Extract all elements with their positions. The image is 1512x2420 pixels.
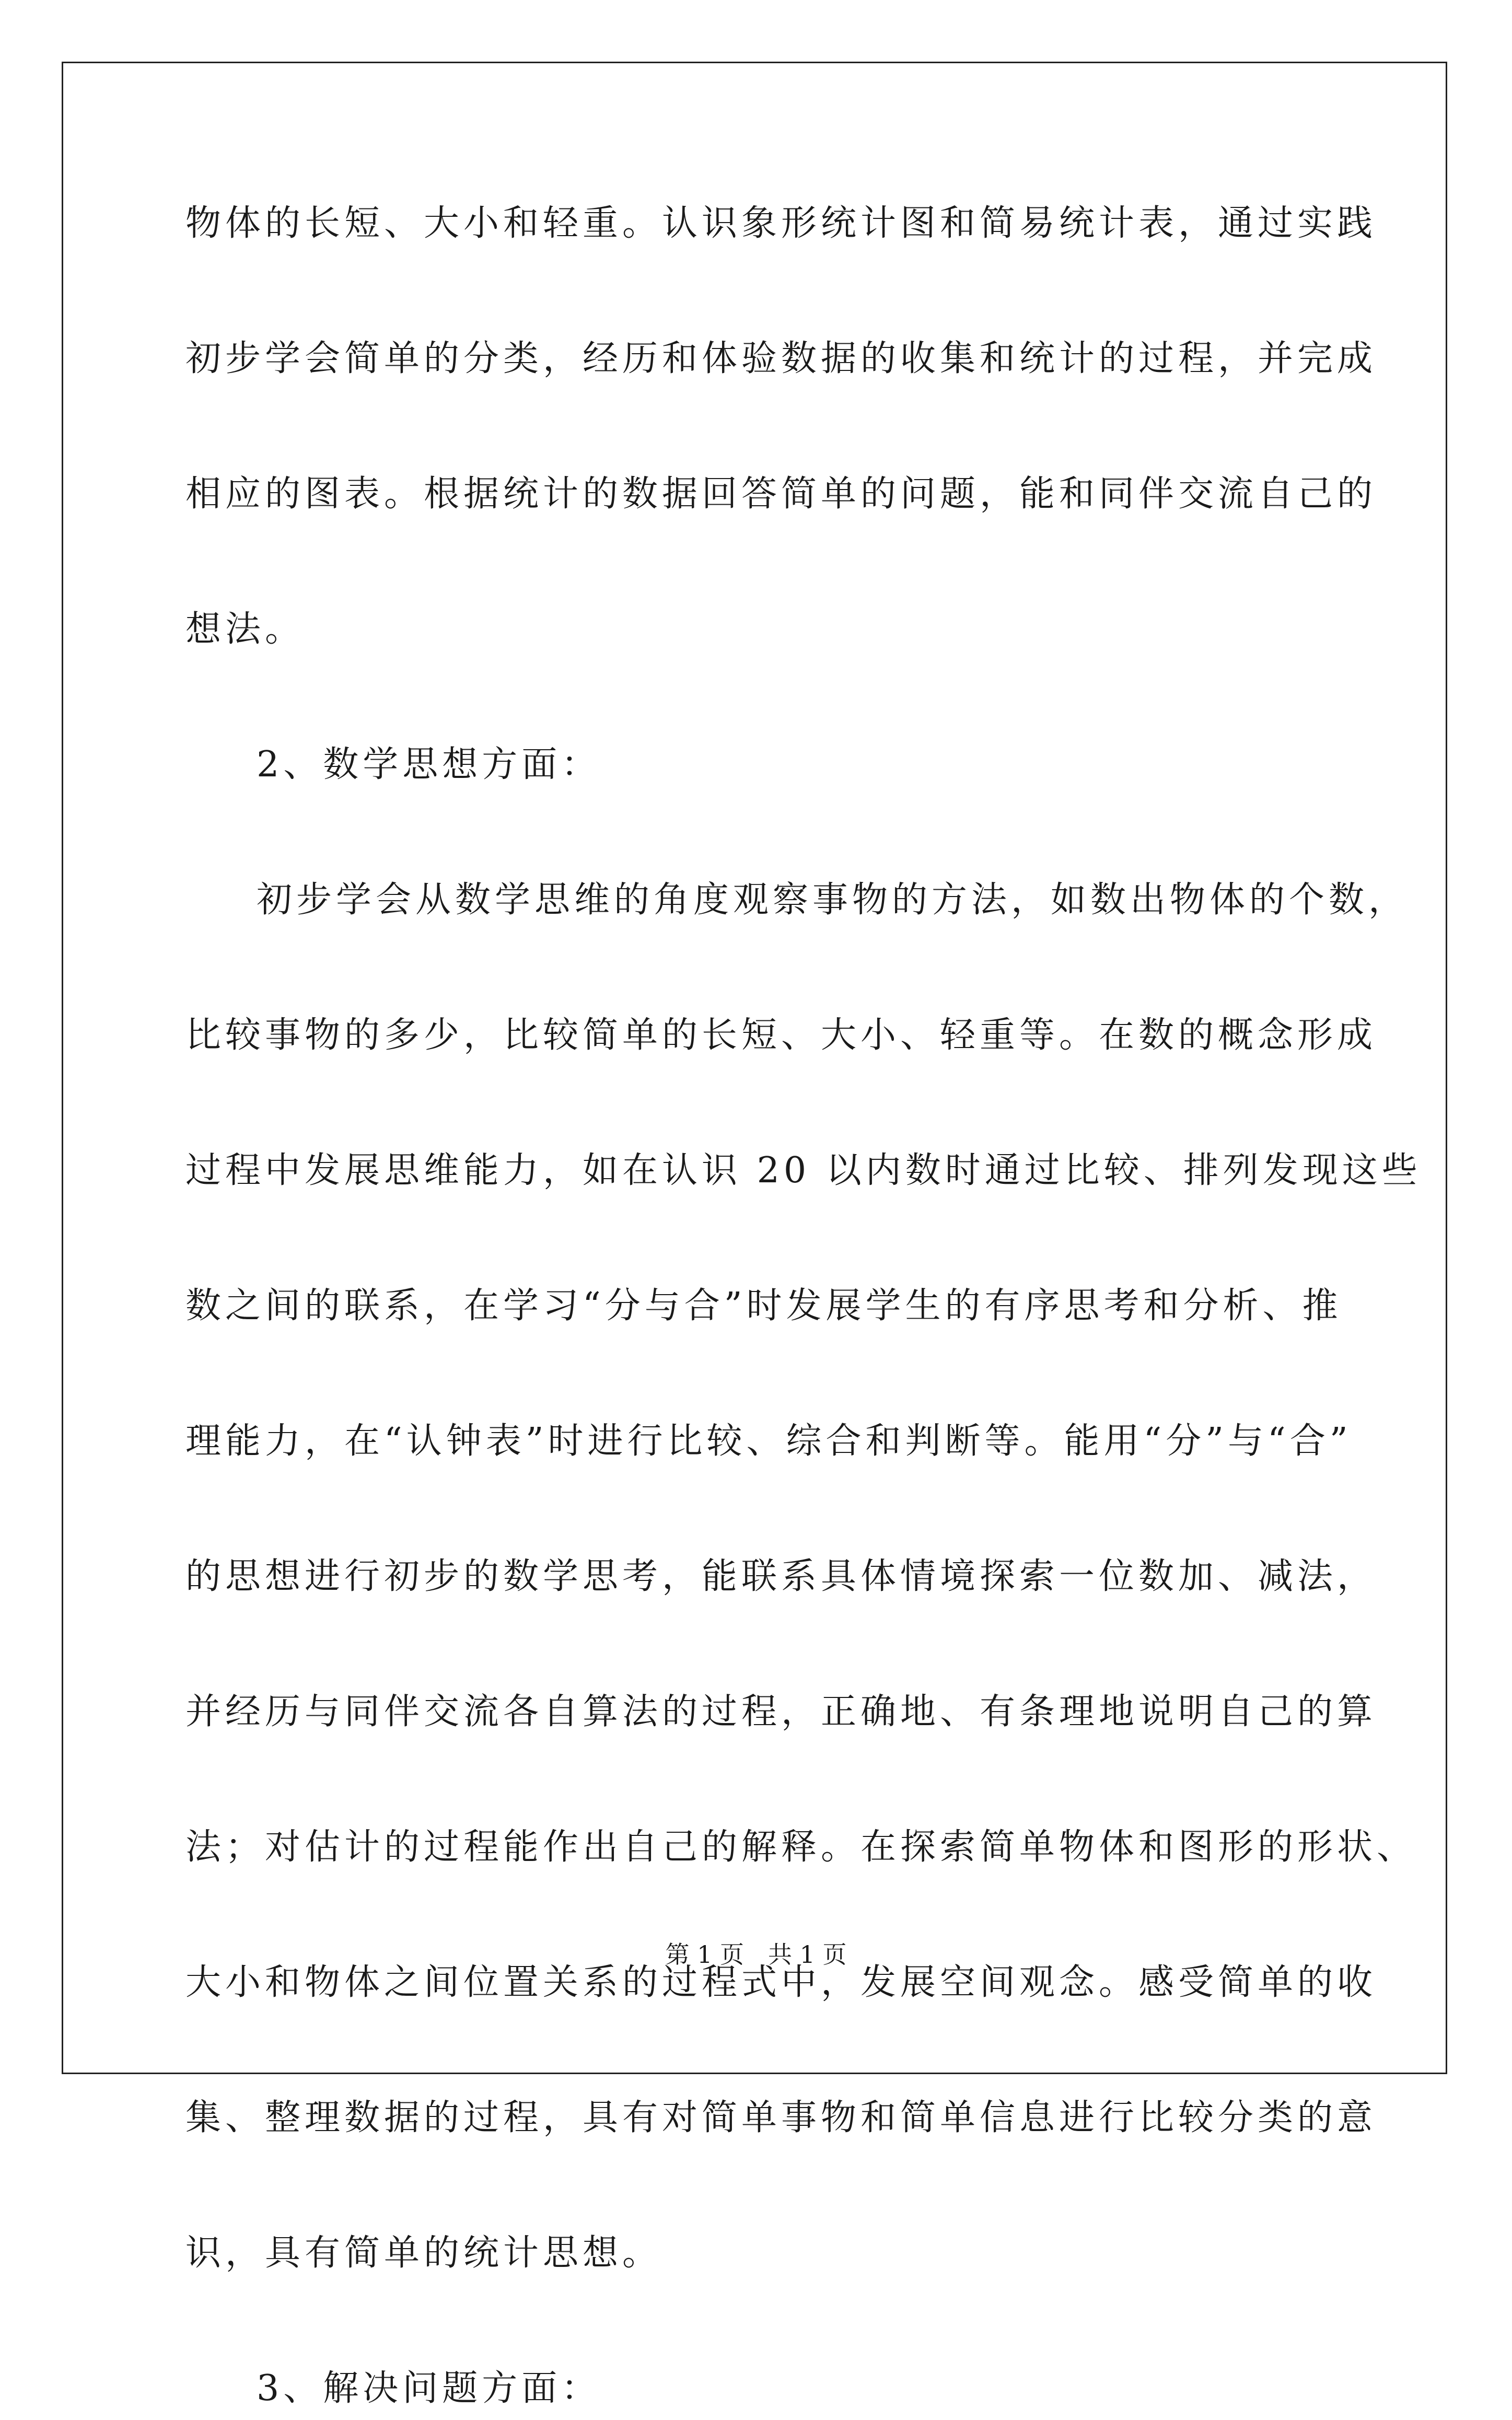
section-heading: 3、解决问题方面： xyxy=(257,2368,601,2409)
text-line: 理能力，在“认钟表”时进行比较、综合和判断等。能用“分”与“合” xyxy=(185,1421,1352,1462)
text-line: 物体的长短、大小和轻重。认识象形统计图和简易统计表，通过实践 xyxy=(185,203,1377,244)
text-line: 并经历与同伴交流各自算法的过程，正确地、有条理地说明自己的算 xyxy=(185,1691,1377,1732)
text-line: 初步学会从数学思维的角度观察事物的方法，如数出物体的个数， xyxy=(257,879,1409,921)
text-line: 过程中发展思维能力，如在认识 20 以内数时通过比较、排列发现这些 xyxy=(185,1150,1422,1191)
text-line: 识，具有简单的统计思想。 xyxy=(185,2232,662,2274)
text-line: 数之间的联系，在学习“分与合”时发展学生的有序思考和分析、推 xyxy=(185,1285,1342,1327)
text-line: 集、整理数据的过程，具有对简单事物和简单信息进行比较分类的意 xyxy=(185,2097,1377,2138)
text-line: 比较事物的多少，比较简单的长短、大小、轻重等。在数的概念形成 xyxy=(185,1015,1377,1056)
section-heading: 2、数学思想方面： xyxy=(257,744,601,785)
page-footer: 第 1 页 共 1 页 xyxy=(665,1940,847,1969)
text-line: 法；对估计的过程能作出自己的解释。在探索简单物体和图形的形状、 xyxy=(185,1826,1417,1868)
text-line: 相应的图表。根据统计的数据回答简单的问题，能和同伴交流自己的 xyxy=(185,473,1377,515)
text-line: 的思想进行初步的数学思考，能联系具体情境探索一位数加、减法， xyxy=(185,1556,1377,1597)
text-line: 初步学会简单的分类，经历和体验数据的收集和统计的过程，并完成 xyxy=(185,338,1377,379)
text-line: 想法。 xyxy=(185,609,305,650)
text-line: 大小和物体之间位置关系的过程式中，发展空间观念。感受简单的收 xyxy=(185,1962,1377,2003)
